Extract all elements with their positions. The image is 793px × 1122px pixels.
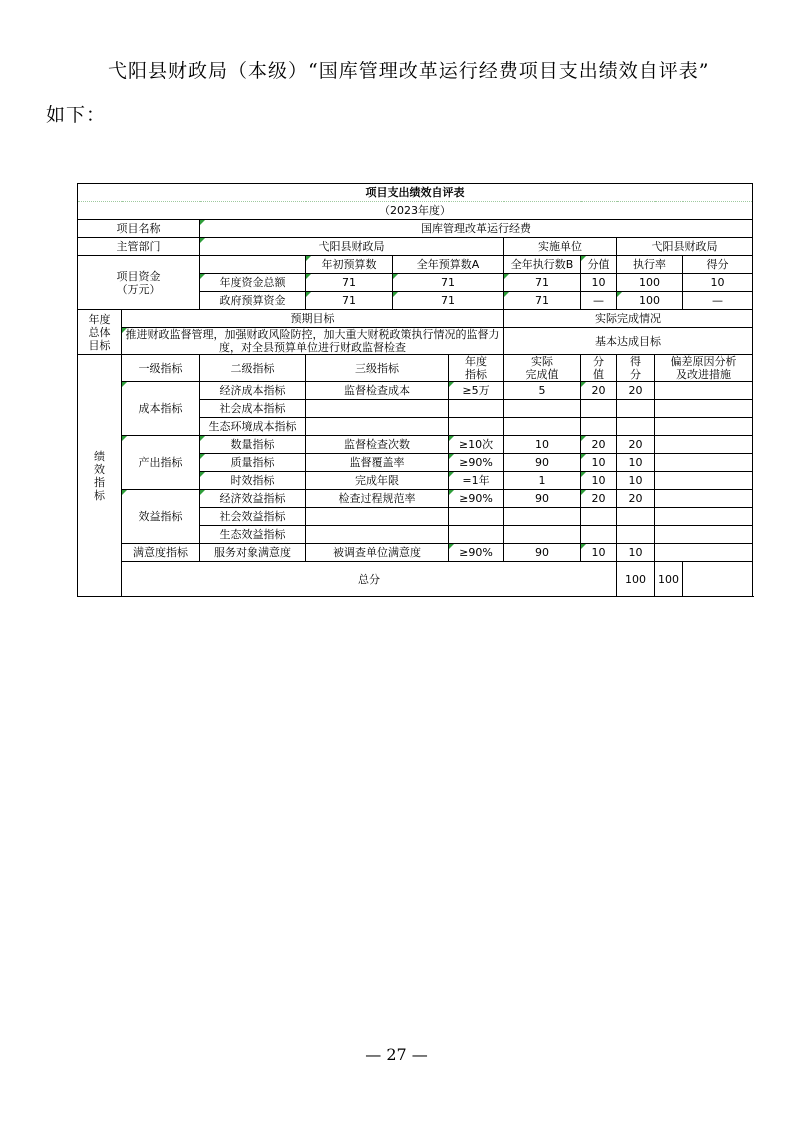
- indicator-value: 10: [581, 544, 617, 562]
- indicator-score: 10: [617, 544, 655, 562]
- goals-expected-header: 预期目标: [122, 310, 504, 328]
- indicator-level3: 完成年限: [306, 472, 449, 490]
- indicator-target: ≥90%: [449, 490, 504, 508]
- indicator-value: 20: [581, 382, 617, 400]
- indicator-level3: 检查过程规范率: [306, 490, 449, 508]
- indicator-reason: [655, 400, 753, 418]
- indicator-actual: [504, 418, 581, 436]
- indicators-side-char-3: 指: [94, 475, 105, 489]
- indicators-header-actual-line2: 完成值: [525, 368, 559, 381]
- indicator-level2: 生态环境成本指标: [200, 418, 306, 436]
- indicator-value: 10: [581, 454, 617, 472]
- indicators-header-level1: 一级指标: [122, 355, 200, 382]
- indicator-score: [617, 418, 655, 436]
- indicator-score: 10: [617, 472, 655, 490]
- goals-actual-text: 基本达成目标: [504, 328, 753, 355]
- indicator-score: [617, 526, 655, 544]
- goals-label-line3: 目标: [88, 338, 111, 352]
- indicator-target: ≥5万: [449, 382, 504, 400]
- indicator-score: [617, 508, 655, 526]
- indicators-header-annual: [449, 355, 504, 382]
- indicator-score: 20: [617, 382, 655, 400]
- project-name-value: 国库管理改革运行经费: [200, 220, 753, 238]
- indicator-target: [449, 508, 504, 526]
- funds-row-gov-exec: 71: [504, 292, 581, 310]
- impl-value: 弋阳县财政局: [617, 238, 753, 256]
- indicator-reason: [655, 454, 753, 472]
- impl-label: 实施单位: [504, 238, 617, 256]
- funds-row-total-annual: 71: [393, 274, 504, 292]
- funds-row-gov-rate: 100: [617, 292, 683, 310]
- indicator-level2: 时效指标: [200, 472, 306, 490]
- indicator-target: [449, 418, 504, 436]
- indicator-value: 10: [581, 472, 617, 490]
- goals-actual-header: 实际完成情况: [504, 310, 753, 328]
- indicators-header-actual-line1: 实际: [531, 355, 553, 368]
- indicators-side-char-2: 效: [94, 462, 105, 476]
- funds-row-gov-label: 政府预算资金: [200, 292, 306, 310]
- indicators-side-label: [78, 355, 122, 597]
- indicator-value: [581, 526, 617, 544]
- indicator-target: [449, 400, 504, 418]
- funds-row-gov-score: —: [683, 292, 753, 310]
- indicator-score: 20: [617, 490, 655, 508]
- form-title: 项目支出绩效自评表: [78, 184, 753, 202]
- intro-text-line2: 如下：: [46, 104, 107, 126]
- indicator-value: [581, 418, 617, 436]
- indicator-level3: 被调查单位满意度: [306, 544, 449, 562]
- funds-row-gov-initial: 71: [306, 292, 393, 310]
- indicator-target: ≥10次: [449, 436, 504, 454]
- goals-label: [78, 310, 122, 355]
- indicator-level3: [306, 418, 449, 436]
- indicator-actual: [504, 526, 581, 544]
- indicator-reason: [655, 508, 753, 526]
- indicator-reason: [655, 418, 753, 436]
- funds-header-score-value: 分值: [581, 256, 617, 274]
- indicator-level2: 社会成本指标: [200, 400, 306, 418]
- total-value: 100: [617, 562, 655, 597]
- indicator-group-cost: 成本指标: [122, 382, 200, 436]
- dept-label: 主管部门: [78, 238, 200, 256]
- indicator-reason: [655, 382, 753, 400]
- page-number: — 27 —: [365, 1045, 428, 1064]
- indicator-level2: 社会效益指标: [200, 508, 306, 526]
- funds-header-blank: [200, 256, 306, 274]
- indicators-header-reason-line2: 及改进措施: [676, 368, 731, 381]
- indicators-header-value-line2: 值: [593, 368, 604, 381]
- indicator-level3: 监督覆盖率: [306, 454, 449, 472]
- goals-expected-text: 推进财政监督管理，加强财政风险防控，加大重大财税政策执行情况的监督力度，对全县预算单位进行财政监督检查: [122, 328, 504, 355]
- funds-label-line2: （万元）: [116, 282, 161, 296]
- indicators-header-score-line1: 得: [630, 355, 641, 368]
- indicator-reason: [655, 472, 753, 490]
- indicators-header-annual-line2: 指标: [465, 368, 487, 381]
- indicator-target: ≥90%: [449, 544, 504, 562]
- funds-row-total-rate: 100: [617, 274, 683, 292]
- funds-header-annual: 全年预算数A: [393, 256, 504, 274]
- indicators-side-char-4: 标: [94, 488, 105, 502]
- indicator-actual: 90: [504, 490, 581, 508]
- indicator-score: 20: [617, 436, 655, 454]
- indicator-value: [581, 508, 617, 526]
- indicator-group-output: 产出指标: [122, 436, 200, 490]
- indicators-header-level2: 二级指标: [200, 355, 306, 382]
- indicator-actual: [504, 400, 581, 418]
- indicator-target: =1年: [449, 472, 504, 490]
- indicator-reason: [655, 436, 753, 454]
- self-evaluation-form: [77, 183, 753, 597]
- funds-row-gov-annual: 71: [393, 292, 504, 310]
- indicator-group-benefit: 效益指标: [122, 490, 200, 544]
- indicators-side-char-1: 绩: [94, 449, 105, 463]
- indicators-header-actual: [504, 355, 581, 382]
- indicator-level3: [306, 526, 449, 544]
- funds-label: [78, 256, 200, 310]
- indicator-level3: 监督检查次数: [306, 436, 449, 454]
- indicators-header-reason: [655, 355, 753, 382]
- goals-label-line1: 年度: [88, 312, 111, 326]
- indicators-header-value-line1: 分: [593, 355, 604, 368]
- funds-header-initial: 年初预算数: [306, 256, 393, 274]
- indicator-score: 10: [617, 454, 655, 472]
- indicator-level2: 经济成本指标: [200, 382, 306, 400]
- indicator-level3: 监督检查成本: [306, 382, 449, 400]
- funds-header-exec: 全年执行数B: [504, 256, 581, 274]
- indicator-group-satisfaction: 满意度指标: [122, 544, 200, 562]
- total-label: 总分: [122, 562, 617, 597]
- indicator-level2: 数量指标: [200, 436, 306, 454]
- indicator-level2: 质量指标: [200, 454, 306, 472]
- indicator-value: 20: [581, 436, 617, 454]
- total-score: 100: [655, 562, 683, 597]
- total-reason: [683, 562, 753, 597]
- indicators-header-annual-line1: 年度: [465, 355, 487, 368]
- indicator-score: [617, 400, 655, 418]
- indicator-level3: [306, 400, 449, 418]
- indicators-header-score-line2: 分: [630, 368, 641, 381]
- funds-row-total-initial: 71: [306, 274, 393, 292]
- indicator-value: 20: [581, 490, 617, 508]
- funds-row-total-score-value: 10: [581, 274, 617, 292]
- indicators-header-level3: 三级指标: [306, 355, 449, 382]
- dept-value: 弋阳县财政局: [200, 238, 504, 256]
- funds-row-gov-score-value: —: [581, 292, 617, 310]
- funds-row-total-score: 10: [683, 274, 753, 292]
- funds-row-total-label: 年度资金总额: [200, 274, 306, 292]
- intro-text-line1: 弋阳县财政局（本级）“国库管理改革运行经费项目支出绩效自评表”: [108, 60, 710, 82]
- indicator-value: [581, 400, 617, 418]
- funds-label-line1: 项目资金: [116, 269, 161, 283]
- indicators-header-value: [581, 355, 617, 382]
- form-year: （2023年度）: [78, 202, 753, 220]
- indicator-reason: [655, 544, 753, 562]
- indicators-header-score: [617, 355, 655, 382]
- funds-header-score: 得分: [683, 256, 753, 274]
- indicators-header-reason-line1: 偏差原因分析: [670, 355, 737, 368]
- indicator-actual: 5: [504, 382, 581, 400]
- indicator-target: [449, 526, 504, 544]
- project-name-label: 项目名称: [78, 220, 200, 238]
- funds-header-rate: 执行率: [617, 256, 683, 274]
- indicator-level3: [306, 508, 449, 526]
- indicator-level2: 服务对象满意度: [200, 544, 306, 562]
- indicator-level2: 经济效益指标: [200, 490, 306, 508]
- indicator-actual: 90: [504, 454, 581, 472]
- indicator-level2: 生态效益指标: [200, 526, 306, 544]
- indicator-reason: [655, 526, 753, 544]
- indicator-target: ≥90%: [449, 454, 504, 472]
- goals-label-line2: 总体: [88, 325, 111, 339]
- indicator-actual: 90: [504, 544, 581, 562]
- indicator-actual: 1: [504, 472, 581, 490]
- indicator-actual: 10: [504, 436, 581, 454]
- indicator-actual: [504, 508, 581, 526]
- funds-row-total-exec: 71: [504, 274, 581, 292]
- indicator-reason: [655, 490, 753, 508]
